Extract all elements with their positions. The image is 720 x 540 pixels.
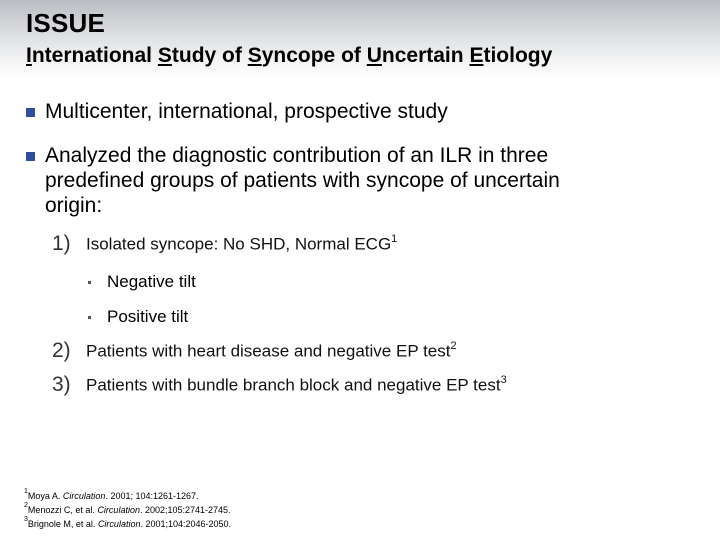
reference-item: $^2$Menozzi C, et al. Circulation. 2002;105:2741-2745.	[24, 502, 231, 515]
bullet-item	[26, 143, 605, 218]
reference-item: $^1$Moya A. Circulation. 2001; 104:1261-1267.	[24, 488, 199, 501]
bullet-item	[26, 99, 605, 124]
subtitle-part: Study of	[157, 44, 248, 67]
group-item	[52, 339, 457, 363]
references	[24, 488, 231, 530]
bullet-text: Analyzed the diagnostic contribution of an ILR in three predefined groups of patients with syncope of uncertain origin:	[45, 144, 560, 217]
group-number: 1)	[52, 232, 71, 255]
group-text: Patients with heart disease and negative EP test$^2$	[86, 340, 457, 361]
group-item	[52, 232, 397, 256]
slide-title: ISSUE	[26, 8, 106, 38]
bullet-text: Multicenter, international, prospective study	[45, 100, 448, 123]
subtitle-part: International	[26, 44, 158, 67]
square-bullet-icon	[26, 108, 35, 117]
reference-item: $^3$Brignole M, et al. Circulation. 2001;104:2046-2050.	[24, 516, 232, 529]
subtitle-part: Syncope of	[247, 44, 367, 67]
square-bullet-icon	[26, 152, 35, 161]
dot-bullet-icon	[88, 281, 91, 284]
subtitle-part: Uncertain	[366, 44, 470, 67]
group-text: Isolated syncope: No SHD, Normal ECG$^1$	[86, 233, 398, 254]
group-item	[52, 373, 507, 397]
sub-item	[88, 307, 188, 327]
sub-item	[88, 272, 196, 292]
group-text: Patients with bundle branch block and negative EP test$^3$	[86, 374, 507, 395]
group-number: 3)	[52, 373, 71, 396]
group-number: 2)	[52, 339, 71, 362]
slide-subtitle	[26, 44, 552, 68]
sub-item-text: Positive tilt	[107, 307, 189, 326]
subtitle-part: Etiology	[469, 44, 553, 67]
dot-bullet-icon	[88, 316, 91, 319]
sub-item-text: Negative tilt	[107, 272, 196, 291]
